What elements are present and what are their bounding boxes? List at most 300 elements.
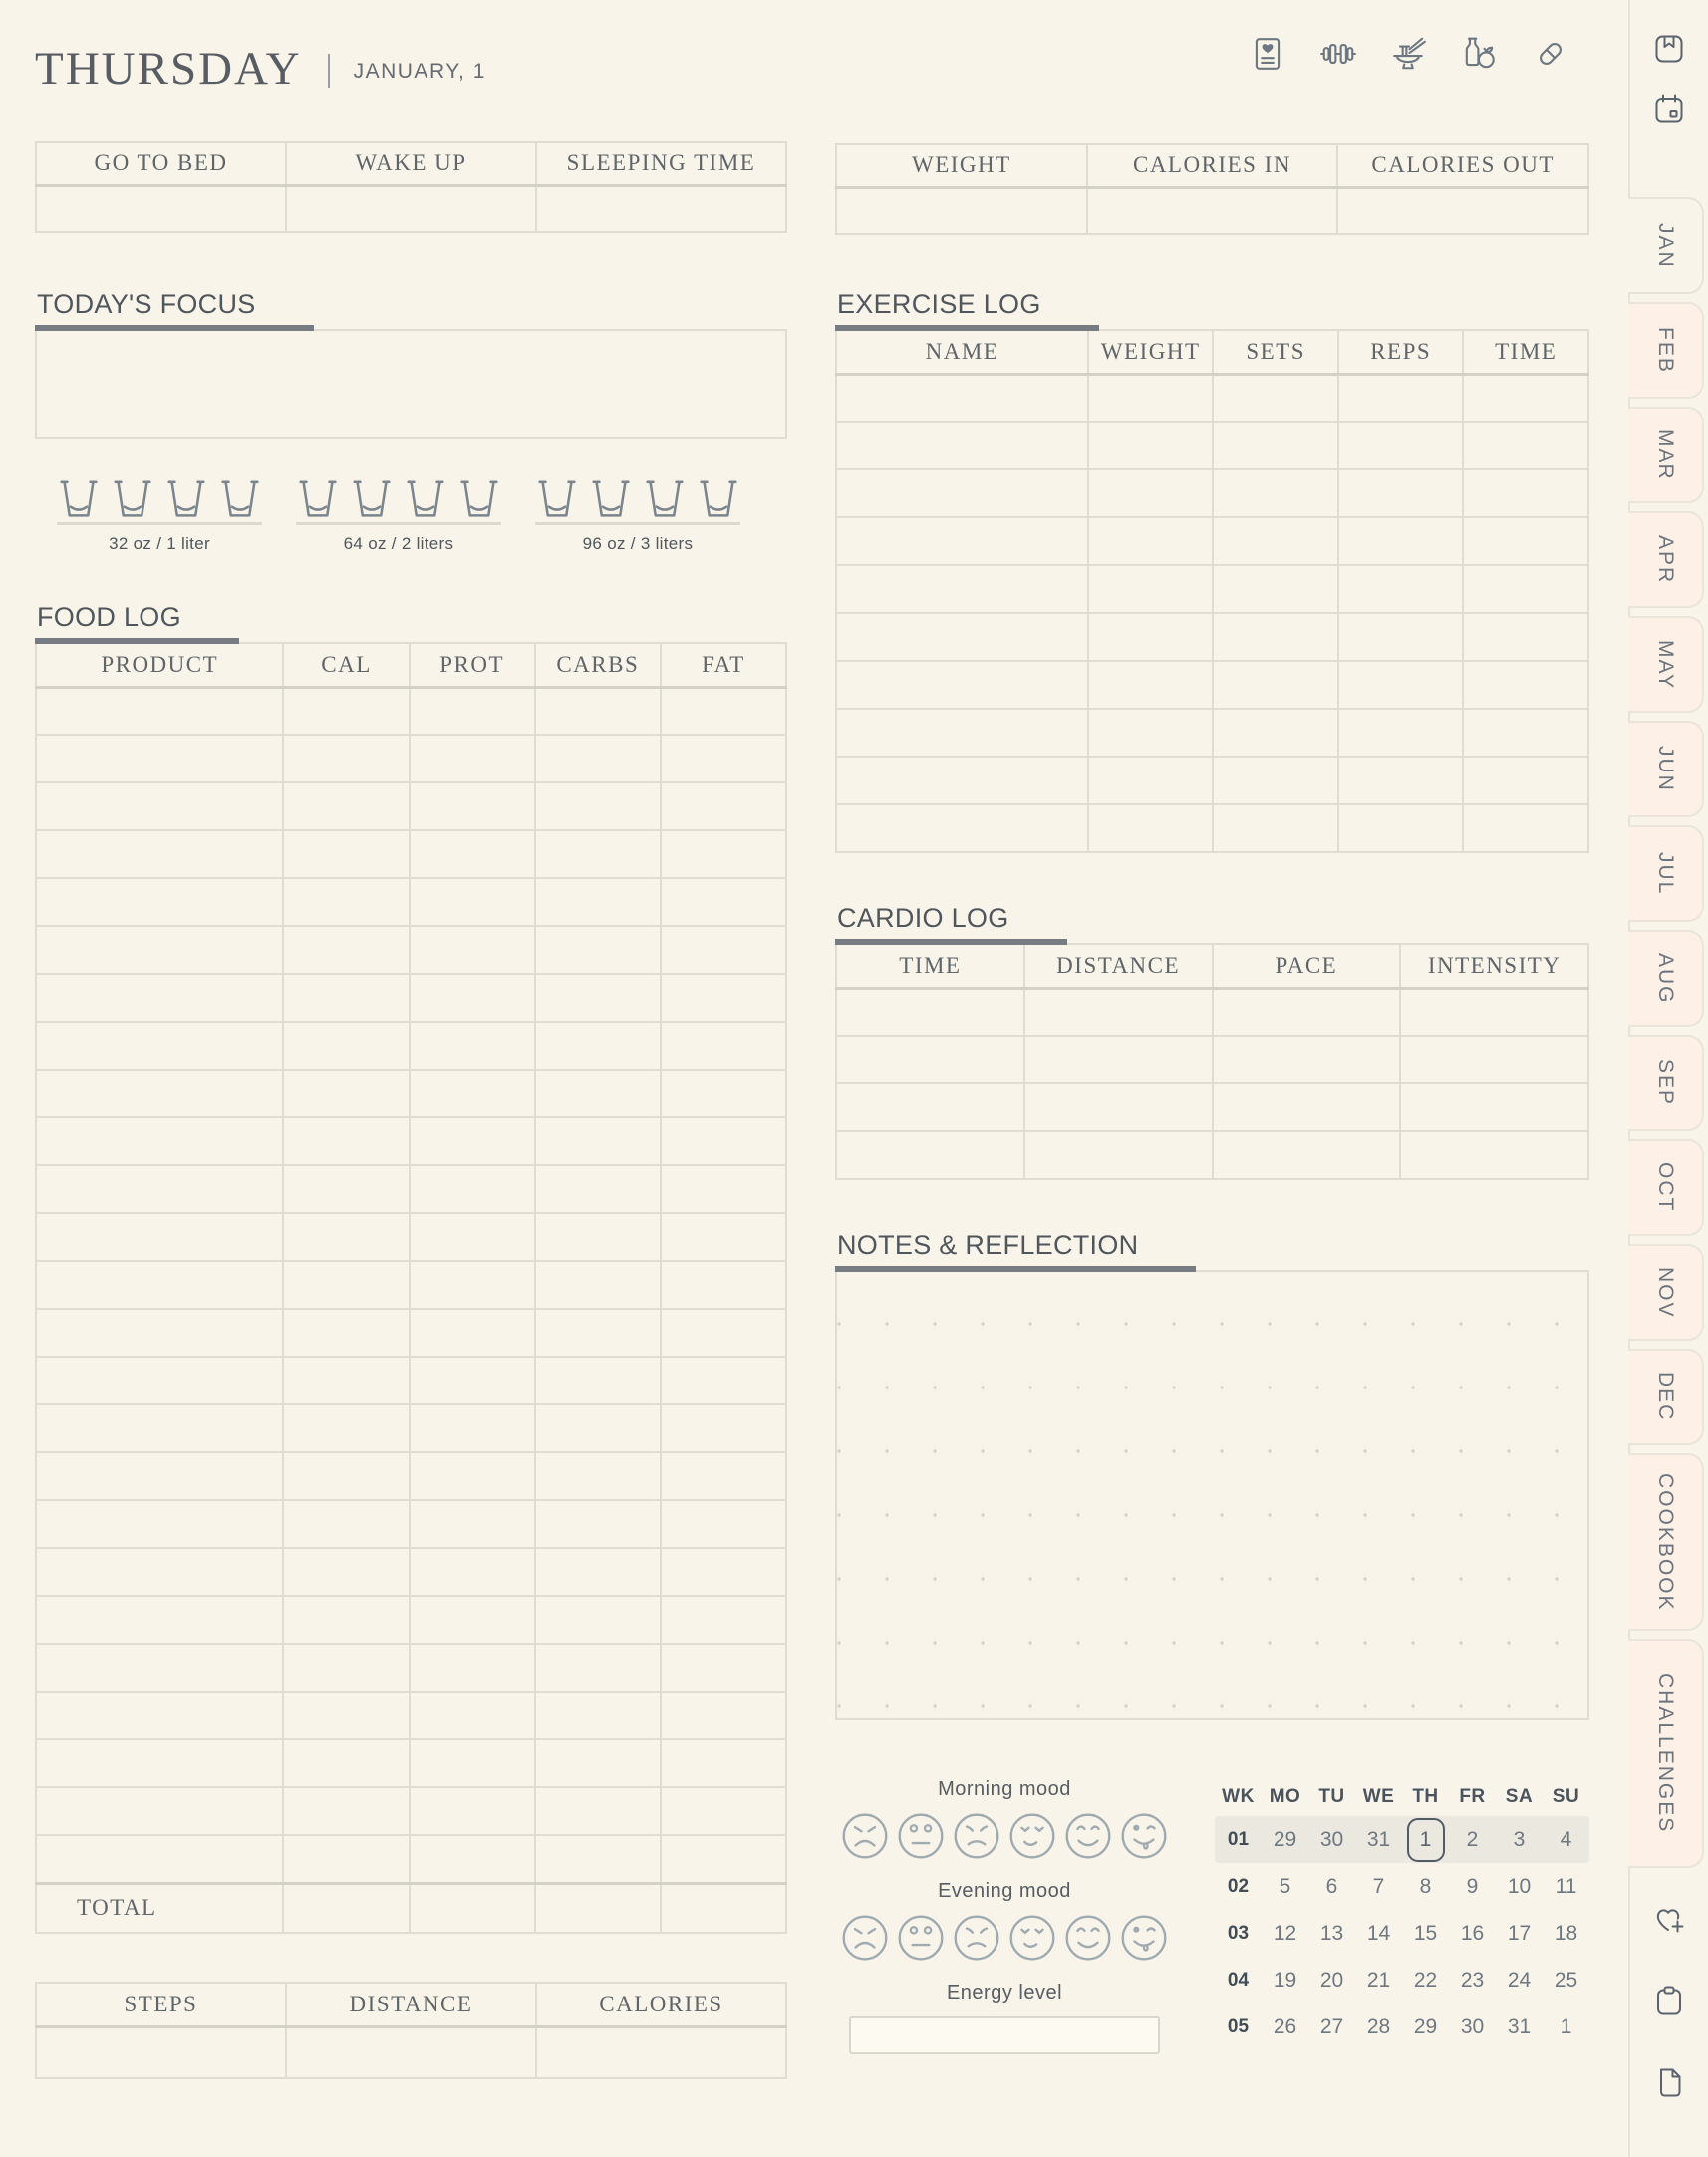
empty-cell[interactable]	[283, 1644, 409, 1692]
empty-cell[interactable]	[1338, 374, 1464, 422]
empty-cell[interactable]	[535, 687, 661, 735]
empty-cell[interactable]	[283, 735, 409, 782]
empty-cell[interactable]	[36, 1309, 283, 1357]
empty-cell[interactable]	[535, 1883, 661, 1933]
empty-cell[interactable]	[410, 1117, 535, 1165]
empty-cell[interactable]	[410, 1644, 535, 1692]
empty-cell[interactable]	[410, 926, 535, 974]
empty-cell[interactable]	[1463, 422, 1588, 469]
angry-mood-icon[interactable]	[839, 1810, 891, 1862]
empty-cell[interactable]	[36, 1644, 283, 1692]
tab-oct[interactable]: OCT	[1628, 1139, 1704, 1236]
empty-cell[interactable]	[1338, 709, 1464, 757]
empty-cell[interactable]	[661, 926, 786, 974]
empty-cell[interactable]	[283, 1261, 409, 1309]
empty-cell[interactable]	[410, 687, 535, 735]
empty-cell[interactable]	[1463, 565, 1588, 613]
calendar-day[interactable]: 3	[1513, 1827, 1526, 1851]
empty-cell[interactable]	[1213, 1036, 1401, 1083]
empty-cell[interactable]	[36, 1835, 283, 1883]
water-cup-icon[interactable]	[535, 476, 579, 520]
empty-cell[interactable]	[36, 974, 283, 1022]
empty-cell[interactable]	[1338, 469, 1464, 517]
calendar-day-selected[interactable]: 1	[1402, 1818, 1449, 1862]
empty-cell[interactable]	[661, 1165, 786, 1213]
focus-input-area[interactable]	[35, 329, 787, 439]
empty-cell[interactable]	[1213, 565, 1338, 613]
calendar-day[interactable]: 13	[1319, 1921, 1344, 1945]
empty-cell[interactable]	[36, 1692, 283, 1739]
calendar-day[interactable]: 7	[1372, 1874, 1385, 1898]
tab-cookbook[interactable]: COOKBOOK	[1628, 1453, 1704, 1631]
empty-cell[interactable]	[283, 1404, 409, 1452]
sad-mood-icon[interactable]	[951, 1810, 1002, 1862]
empty-cell[interactable]	[283, 1070, 409, 1117]
water-cup-icon[interactable]	[404, 476, 447, 520]
empty-cell[interactable]	[283, 1739, 409, 1787]
empty-cell[interactable]	[36, 687, 283, 735]
empty-cell[interactable]	[1024, 988, 1213, 1036]
column-header: FAT	[661, 643, 786, 687]
empty-cell[interactable]	[36, 1357, 283, 1404]
silly-mood-icon[interactable]	[1118, 1912, 1170, 1964]
clipboard-icon[interactable]	[1652, 1984, 1686, 2017]
empty-cell[interactable]	[1463, 613, 1588, 661]
calendar-day[interactable]: 30	[1460, 2014, 1485, 2038]
empty-cell[interactable]	[535, 878, 661, 926]
empty-cell[interactable]	[535, 1117, 661, 1165]
empty-cell[interactable]	[661, 1692, 786, 1739]
empty-cell[interactable]	[661, 687, 786, 735]
empty-cell[interactable]	[36, 878, 283, 926]
empty-cell[interactable]	[661, 1357, 786, 1404]
empty-cell[interactable]	[1463, 757, 1588, 804]
empty-cell[interactable]	[535, 1500, 661, 1548]
empty-cell[interactable]	[661, 1835, 786, 1883]
empty-cell[interactable]	[836, 469, 1088, 517]
empty-cell[interactable]	[1463, 804, 1588, 852]
empty-cell[interactable]	[535, 1165, 661, 1213]
calendar-day[interactable]: 17	[1507, 1921, 1532, 1945]
empty-cell[interactable]	[286, 185, 536, 232]
calendar-day[interactable]: 19	[1273, 1968, 1297, 1992]
calendar-day[interactable]: 22	[1413, 1968, 1438, 1992]
empty-cell[interactable]	[283, 1692, 409, 1739]
empty-cell[interactable]	[1213, 374, 1338, 422]
calendar-day[interactable]: 31	[1507, 2014, 1532, 2038]
empty-cell[interactable]	[836, 374, 1088, 422]
empty-cell[interactable]	[836, 804, 1088, 852]
empty-cell[interactable]	[410, 1739, 535, 1787]
empty-cell[interactable]	[283, 1022, 409, 1070]
empty-cell[interactable]	[1463, 517, 1588, 565]
empty-cell[interactable]	[36, 926, 283, 974]
calendar-day[interactable]: 20	[1319, 1968, 1344, 1992]
empty-cell[interactable]	[535, 1357, 661, 1404]
empty-cell[interactable]	[1338, 661, 1464, 709]
water-cup-icon[interactable]	[457, 476, 501, 520]
empty-cell[interactable]	[1213, 757, 1338, 804]
water-group-label: 96 oz / 3 liters	[582, 534, 694, 553]
empty-cell[interactable]	[283, 1309, 409, 1357]
empty-cell[interactable]	[1213, 988, 1401, 1036]
empty-cell[interactable]	[36, 1404, 283, 1452]
water-cup-icon[interactable]	[589, 476, 633, 520]
empty-cell[interactable]	[536, 185, 786, 232]
month-tabs	[1628, 197, 1706, 1876]
water-cup-icon[interactable]	[350, 476, 394, 520]
empty-cell[interactable]	[283, 1213, 409, 1261]
water-cup-icon[interactable]	[296, 476, 340, 520]
empty-cell[interactable]	[36, 1739, 283, 1787]
empty-cell[interactable]	[661, 1261, 786, 1309]
empty-cell[interactable]	[36, 1500, 283, 1548]
empty-cell[interactable]	[661, 1883, 786, 1933]
focus-section-title: TODAY'S FOCUS	[35, 289, 314, 331]
empty-cell[interactable]	[283, 1117, 409, 1165]
empty-cell[interactable]	[410, 1070, 535, 1117]
empty-cell[interactable]	[1338, 804, 1464, 852]
empty-cell[interactable]	[1088, 804, 1214, 852]
empty-cell[interactable]	[410, 1213, 535, 1261]
empty-cell[interactable]	[661, 1548, 786, 1596]
tab-dec[interactable]: DEC	[1628, 1349, 1704, 1445]
empty-cell[interactable]	[36, 1548, 283, 1596]
empty-cell[interactable]	[836, 613, 1088, 661]
empty-cell[interactable]	[661, 1787, 786, 1835]
calendar-day[interactable]: 30	[1319, 1827, 1344, 1851]
calendar-day[interactable]: 8	[1419, 1874, 1432, 1898]
empty-cell[interactable]	[283, 1500, 409, 1548]
empty-cell[interactable]	[535, 1739, 661, 1787]
angry-mood-icon[interactable]	[839, 1912, 891, 1964]
empty-cell[interactable]	[1338, 757, 1464, 804]
empty-cell[interactable]	[36, 830, 283, 878]
calendar-day[interactable]: 29	[1273, 1827, 1297, 1851]
tab-may[interactable]: MAY	[1628, 616, 1704, 713]
empty-cell[interactable]	[1338, 422, 1464, 469]
calendar-day[interactable]: 26	[1273, 2014, 1297, 2038]
empty-cell[interactable]	[283, 1596, 409, 1644]
empty-cell[interactable]	[535, 1548, 661, 1596]
silly-mood-icon[interactable]	[1118, 1810, 1170, 1862]
tab-jul[interactable]: JUL	[1628, 825, 1704, 922]
empty-cell[interactable]	[661, 974, 786, 1022]
tab-apr[interactable]: APR	[1628, 511, 1704, 608]
empty-cell[interactable]	[1337, 187, 1588, 234]
empty-cell[interactable]	[36, 1165, 283, 1213]
empty-cell[interactable]	[410, 735, 535, 782]
empty-cell[interactable]	[283, 1835, 409, 1883]
empty-cell[interactable]	[836, 517, 1088, 565]
tab-feb[interactable]: FEB	[1628, 302, 1704, 399]
empty-cell[interactable]	[836, 988, 1024, 1036]
empty-cell[interactable]	[836, 661, 1088, 709]
empty-cell[interactable]	[836, 1131, 1024, 1179]
empty-cell[interactable]	[410, 878, 535, 926]
empty-cell[interactable]	[283, 1883, 409, 1933]
energy-level-input[interactable]	[849, 2016, 1160, 2054]
calendar-day[interactable]: 9	[1466, 1874, 1479, 1898]
empty-cell[interactable]	[283, 974, 409, 1022]
empty-cell[interactable]	[1024, 1036, 1213, 1083]
empty-cell[interactable]	[1213, 661, 1338, 709]
calendar-day[interactable]: 6	[1325, 1874, 1338, 1898]
empty-cell[interactable]	[661, 782, 786, 830]
empty-cell[interactable]	[661, 1644, 786, 1692]
water-cup-icon[interactable]	[57, 476, 101, 520]
empty-cell[interactable]	[283, 830, 409, 878]
empty-cell[interactable]	[410, 830, 535, 878]
empty-cell[interactable]	[36, 1261, 283, 1309]
empty-cell[interactable]	[661, 878, 786, 926]
empty-cell[interactable]	[1213, 709, 1338, 757]
bookmark-icon[interactable]	[1652, 32, 1686, 66]
empty-cell[interactable]	[836, 709, 1088, 757]
empty-cell[interactable]	[661, 1117, 786, 1165]
empty-cell[interactable]	[36, 1022, 283, 1070]
meal-bowl-icon[interactable]	[1390, 35, 1428, 73]
empty-cell[interactable]	[836, 757, 1088, 804]
empty-cell[interactable]	[286, 2026, 536, 2078]
content-mood-icon[interactable]	[1006, 1810, 1058, 1862]
empty-cell[interactable]	[535, 1309, 661, 1357]
tab-mar[interactable]: MAR	[1628, 407, 1704, 503]
empty-cell[interactable]	[1213, 517, 1338, 565]
empty-cell[interactable]	[36, 1596, 283, 1644]
calendar-day[interactable]: 16	[1460, 1921, 1485, 1945]
content-mood-icon[interactable]	[1006, 1912, 1058, 1964]
column-header: PRODUCT	[36, 643, 283, 687]
empty-cell[interactable]	[1338, 565, 1464, 613]
empty-cell[interactable]	[283, 878, 409, 926]
water-cup-icon[interactable]	[111, 476, 154, 520]
empty-cell[interactable]	[1463, 469, 1588, 517]
calendar-day[interactable]: 29	[1413, 2014, 1438, 2038]
empty-cell[interactable]	[836, 1036, 1024, 1083]
empty-cell[interactable]	[661, 1309, 786, 1357]
empty-cell[interactable]	[535, 830, 661, 878]
empty-cell[interactable]	[836, 565, 1088, 613]
empty-cell[interactable]	[283, 782, 409, 830]
water-cup-icon[interactable]	[164, 476, 208, 520]
empty-cell[interactable]	[410, 1787, 535, 1835]
empty-cell[interactable]	[661, 1739, 786, 1787]
empty-cell[interactable]	[535, 1070, 661, 1117]
calendar-day[interactable]: 5	[1279, 1874, 1291, 1898]
empty-cell[interactable]	[36, 1787, 283, 1835]
empty-cell[interactable]	[1400, 1083, 1588, 1131]
calendar-day[interactable]: 10	[1507, 1874, 1532, 1898]
empty-cell[interactable]	[1088, 613, 1214, 661]
empty-cell[interactable]	[1088, 422, 1214, 469]
calendar-day-header: WE	[1362, 1786, 1395, 1807]
empty-cell[interactable]	[1213, 1131, 1401, 1179]
empty-cell[interactable]	[661, 1500, 786, 1548]
calendar-day[interactable]: 4	[1560, 1827, 1572, 1851]
empty-cell[interactable]	[1213, 422, 1338, 469]
empty-cell[interactable]	[1088, 469, 1214, 517]
empty-cell[interactable]	[535, 1644, 661, 1692]
empty-cell[interactable]	[1338, 517, 1464, 565]
empty-cell[interactable]	[1213, 804, 1338, 852]
empty-cell[interactable]	[836, 1083, 1024, 1131]
empty-cell[interactable]	[410, 1022, 535, 1070]
calendar-day[interactable]: 15	[1413, 1921, 1438, 1945]
empty-cell[interactable]	[410, 1692, 535, 1739]
neutral-mood-icon[interactable]	[895, 1810, 947, 1862]
rail-top-icons	[1630, 32, 1708, 126]
empty-cell[interactable]	[410, 1452, 535, 1500]
empty-cell[interactable]	[36, 2026, 286, 2078]
empty-cell[interactable]	[410, 1404, 535, 1452]
empty-cell[interactable]	[535, 1692, 661, 1739]
calendar-day[interactable]: 31	[1366, 1827, 1391, 1851]
table-row	[836, 661, 1588, 709]
calendar-day[interactable]: 12	[1273, 1921, 1297, 1945]
empty-cell[interactable]	[535, 1213, 661, 1261]
empty-cell[interactable]	[1463, 709, 1588, 757]
empty-cell[interactable]	[1024, 1083, 1213, 1131]
calendar-day[interactable]: 1	[1560, 2014, 1572, 2038]
empty-cell[interactable]	[283, 687, 409, 735]
empty-cell[interactable]	[1338, 613, 1464, 661]
calendar-day[interactable]: 11	[1555, 1874, 1577, 1898]
file-icon[interactable]	[1652, 2065, 1686, 2099]
tab-nov[interactable]: NOV	[1628, 1244, 1704, 1341]
empty-cell[interactable]	[410, 1165, 535, 1213]
empty-cell[interactable]	[836, 422, 1088, 469]
calendar-day[interactable]: 21	[1366, 1968, 1391, 1992]
empty-cell[interactable]	[535, 1835, 661, 1883]
empty-cell[interactable]	[410, 1835, 535, 1883]
empty-cell[interactable]	[1463, 374, 1588, 422]
empty-cell[interactable]	[1213, 613, 1338, 661]
nutrition-icon[interactable]	[1461, 35, 1499, 73]
empty-cell[interactable]	[1024, 1131, 1213, 1179]
tab-sep[interactable]: SEP	[1628, 1035, 1704, 1131]
tab-jan[interactable]: JAN	[1628, 197, 1704, 294]
empty-cell[interactable]	[1088, 709, 1214, 757]
calendar-icon[interactable]	[1652, 92, 1686, 126]
empty-cell[interactable]	[535, 1452, 661, 1500]
empty-cell[interactable]	[1213, 469, 1338, 517]
water-cup-icon[interactable]	[697, 476, 740, 520]
empty-cell[interactable]	[535, 1261, 661, 1309]
calendar-day[interactable]: 18	[1554, 1921, 1578, 1945]
calendar-day[interactable]: 28	[1366, 2014, 1391, 2038]
calendar-day[interactable]: 27	[1319, 2014, 1344, 2038]
happy-mood-icon[interactable]	[1062, 1912, 1114, 1964]
empty-cell[interactable]	[36, 735, 283, 782]
dumbbell-icon[interactable]	[1319, 35, 1357, 73]
notes-area[interactable]	[835, 1270, 1589, 1720]
tab-aug[interactable]: AUG	[1628, 930, 1704, 1027]
empty-cell[interactable]	[1400, 1131, 1588, 1179]
empty-cell[interactable]	[661, 1070, 786, 1117]
empty-cell[interactable]	[410, 1500, 535, 1548]
water-cup-icon[interactable]	[218, 476, 262, 520]
calendar-day[interactable]: 25	[1554, 1968, 1578, 1992]
empty-cell[interactable]	[36, 185, 286, 232]
calendar-day[interactable]: 23	[1460, 1968, 1485, 1992]
energy-level-label: Energy level	[946, 1982, 1063, 2003]
empty-cell[interactable]	[1463, 661, 1588, 709]
empty-cell[interactable]	[1087, 187, 1338, 234]
calendar-day[interactable]: 14	[1366, 1921, 1391, 1945]
empty-cell[interactable]	[410, 1357, 535, 1404]
empty-cell[interactable]	[661, 1404, 786, 1452]
tab-jun[interactable]: JUN	[1628, 721, 1704, 817]
column-header: STEPS	[36, 1983, 286, 2026]
neutral-mood-icon[interactable]	[895, 1912, 947, 1964]
empty-cell[interactable]	[410, 782, 535, 830]
empty-cell[interactable]	[283, 1787, 409, 1835]
empty-cell[interactable]	[410, 974, 535, 1022]
empty-cell[interactable]	[661, 1596, 786, 1644]
happy-mood-icon[interactable]	[1062, 1810, 1114, 1862]
pill-icon[interactable]	[1532, 35, 1569, 73]
empty-cell[interactable]	[535, 735, 661, 782]
empty-cell[interactable]	[1088, 565, 1214, 613]
calendar-day[interactable]: 24	[1507, 1968, 1532, 1992]
empty-cell[interactable]	[36, 1452, 283, 1500]
empty-cell[interactable]	[283, 1548, 409, 1596]
empty-cell[interactable]	[283, 926, 409, 974]
empty-cell[interactable]	[1088, 517, 1214, 565]
empty-cell[interactable]	[535, 1596, 661, 1644]
empty-cell[interactable]	[283, 1165, 409, 1213]
empty-cell[interactable]	[1088, 374, 1214, 422]
empty-cell[interactable]	[1400, 1036, 1588, 1083]
empty-cell[interactable]	[410, 1261, 535, 1309]
empty-cell[interactable]	[1213, 1083, 1401, 1131]
empty-cell[interactable]	[36, 1117, 283, 1165]
heart-plus-icon[interactable]	[1652, 1902, 1686, 1936]
empty-cell[interactable]	[283, 1452, 409, 1500]
empty-cell[interactable]	[410, 1596, 535, 1644]
tab-challenges[interactable]: CHALLENGES	[1628, 1639, 1704, 1868]
water-cup-icon[interactable]	[643, 476, 687, 520]
empty-cell[interactable]	[661, 735, 786, 782]
empty-cell[interactable]	[410, 1883, 535, 1933]
empty-cell[interactable]	[1400, 988, 1588, 1036]
empty-cell[interactable]	[535, 926, 661, 974]
empty-cell[interactable]	[1088, 661, 1214, 709]
empty-cell[interactable]	[36, 1213, 283, 1261]
empty-cell[interactable]	[661, 1022, 786, 1070]
empty-cell[interactable]	[536, 2026, 786, 2078]
empty-cell[interactable]	[36, 782, 283, 830]
empty-cell[interactable]	[661, 1452, 786, 1500]
empty-cell[interactable]	[410, 1548, 535, 1596]
empty-cell[interactable]	[410, 1309, 535, 1357]
empty-cell[interactable]	[283, 1357, 409, 1404]
empty-cell[interactable]	[1088, 757, 1214, 804]
empty-cell[interactable]	[535, 782, 661, 830]
health-journal-icon[interactable]	[1249, 35, 1286, 73]
empty-cell[interactable]	[661, 1213, 786, 1261]
empty-cell[interactable]	[36, 1070, 283, 1117]
sad-mood-icon[interactable]	[951, 1912, 1002, 1964]
empty-cell[interactable]	[836, 187, 1087, 234]
empty-cell[interactable]	[661, 830, 786, 878]
empty-cell[interactable]	[535, 1787, 661, 1835]
calendar-day[interactable]: 2	[1466, 1827, 1479, 1851]
empty-cell[interactable]	[535, 1404, 661, 1452]
empty-cell[interactable]	[535, 1022, 661, 1070]
empty-cell[interactable]	[535, 974, 661, 1022]
